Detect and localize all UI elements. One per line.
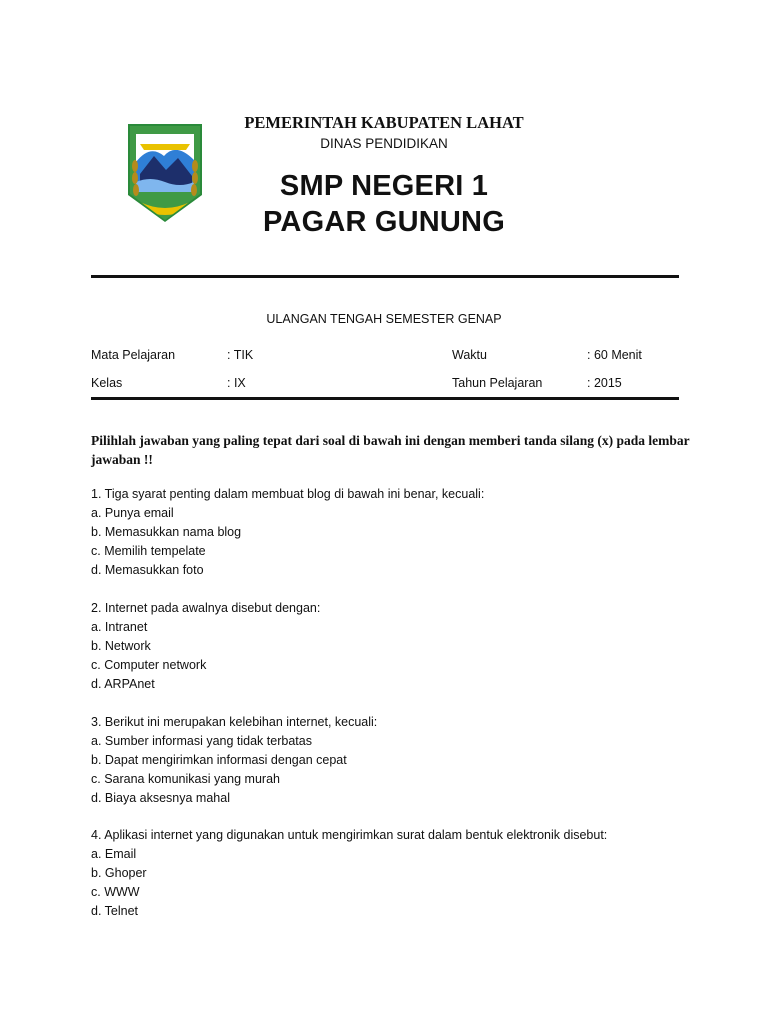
question-block-3 [91,713,377,808]
answer-option: b. Ghoper [91,865,147,880]
subject-value: : TIK [227,348,254,362]
school-name-line2: PAGAR GUNUNG [263,206,505,238]
answer-option: a. Intranet [91,619,148,634]
school-name-line1: SMP NEGERI 1 [279,170,489,202]
answer-option: b. Network [91,638,151,653]
year-value: : 2015 [587,376,622,390]
answer-option: b. Memasukkan nama blog [91,524,242,539]
time-label: Waktu [452,348,487,362]
question-text: 3. Berikut ini merupakan kelebihan internet, kecuali: [91,715,378,729]
answer-option: c. Memilih tempelate [91,543,206,558]
meta-divider [91,397,679,400]
question-block-4 [91,826,607,921]
answer-option: d. Telnet [91,903,139,918]
answer-option: d. Memasukkan foto [91,562,204,577]
class-value: : IX [227,376,246,390]
subject-label: Mata Pelajaran [91,348,176,362]
question-block-2 [91,599,320,694]
time-value: : 60 Menit [587,348,642,362]
header-divider [91,275,679,278]
class-label: Kelas [91,376,123,390]
answer-option: d. Biaya aksesnya mahal [91,790,230,805]
year-label: Tahun Pelajaran [452,376,543,390]
answer-option: c. Sarana komunikasi yang murah [91,771,280,786]
agency-name: DINAS PENDIDIKAN [320,136,448,151]
question-text: 2. Internet pada awalnya disebut dengan: [91,601,321,615]
exam-title: ULANGAN TENGAH SEMESTER GENAP [266,312,502,326]
government-title: PEMERINTAH KABUPATEN LAHAT [244,113,524,132]
question-text: 1. Tiga syarat penting dalam membuat blog di bawah ini benar, kecuali: [91,487,485,501]
answer-option: d. ARPAnet [91,676,155,691]
answer-option: c. Computer network [91,657,207,672]
instruction-text: Pilihlah jawaban yang paling tepat dari soal di bawah ini dengan memberi tanda silang (x) pada lembar jawaban !! [91,433,690,467]
answer-option: a. Punya email [91,505,174,520]
question-text: 4. Aplikasi internet yang digunakan untuk mengirimkan surat dalam bentuk elektronik disebut: [91,828,608,842]
answer-option: a. Sumber informasi yang tidak terbatas [91,733,312,748]
question-block-1 [91,485,484,580]
answer-option: b. Dapat mengirimkan informasi dengan cepat [91,752,347,767]
answer-option: c. WWW [91,884,140,899]
answer-option: a. Email [91,846,137,861]
